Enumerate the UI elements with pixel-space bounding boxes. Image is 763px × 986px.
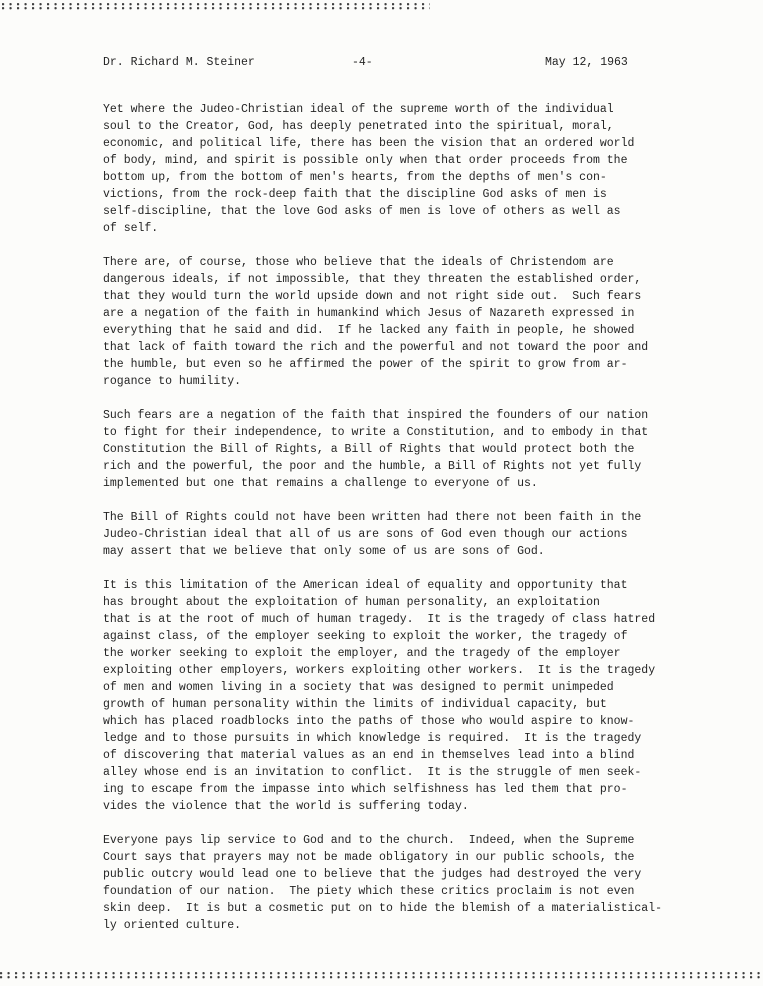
text-line: alley whose end is an invitation to conflict. It is the struggle of men seek- xyxy=(103,766,642,779)
text-line: ing to escape from the impasse into which selfishness has led them that pro- xyxy=(103,783,628,796)
text-line: against class, of the employer seeking to exploit the worker, the tragedy of xyxy=(103,630,628,643)
document-author: Dr. Richard M. Steiner xyxy=(103,56,255,69)
text-line: Constitution the Bill of Rights, a Bill of Rights that would protect both the xyxy=(103,443,635,456)
text-line: self-discipline, that the love God asks of men is love of others as well as xyxy=(103,205,621,218)
text-line: skin deep. It is but a cosmetic put on to hide the blemish of a materialistical- xyxy=(103,902,662,915)
text-line: soul to the Creator, God, has deeply penetrated into the spiritual, moral, xyxy=(103,120,614,133)
text-line: exploiting other employers, workers exploiting other workers. It is the tragedy xyxy=(103,664,656,677)
text-line: It is this limitation of the American ideal of equality and opportunity that xyxy=(103,579,628,592)
page-number: -4- xyxy=(352,56,373,69)
paragraph xyxy=(103,832,677,934)
text-line: rich and the powerful, the poor and the humble, a Bill of Rights not yet fully xyxy=(103,460,642,473)
text-line: the worker seeking to exploit the employer, and the tragedy of the employer xyxy=(103,647,621,660)
text-line: implemented but one that remains a challenge to everyone of us. xyxy=(103,477,538,490)
paragraph xyxy=(103,509,677,560)
text-line: of discovering that material values as an end in themselves lead into a blind xyxy=(103,749,635,762)
text-line: that they would turn the world upside down and not right side out. Such fears xyxy=(103,290,642,303)
text-line: Judeo-Christian ideal that all of us are sons of God even though our actions xyxy=(103,528,628,541)
text-line: that is at the root of much of human tragedy. It is the tragedy of class hatred xyxy=(103,613,656,626)
text-line: rogance to humility. xyxy=(103,375,242,388)
text-line: the humble, but even so he affirmed the power of the spirit to grow from ar- xyxy=(103,358,628,371)
text-line: ledge and to those pursuits in which knowledge is required. It is the tragedy xyxy=(103,732,642,745)
text-line: bottom up, from the bottom of men's hearts, from the depths of men's con- xyxy=(103,171,607,184)
text-line: to fight for their independence, to write a Constitution, and to embody in that xyxy=(103,426,649,439)
paragraph xyxy=(103,577,677,815)
document-date: May 12, 1963 xyxy=(545,56,628,69)
text-line: Yet where the Judeo-Christian ideal of the supreme worth of the individual xyxy=(103,103,614,116)
text-line: of men and women living in a society that was designed to permit unimpeded xyxy=(103,681,614,694)
text-line: The Bill of Rights could not have been written had there not been faith in the xyxy=(103,511,642,524)
text-line: Such fears are a negation of the faith that inspired the founders of our nation xyxy=(103,409,649,422)
document-body xyxy=(103,101,677,951)
text-line: ly oriented culture. xyxy=(103,919,242,932)
text-line: Court says that prayers may not be made obligatory in our public schools, the xyxy=(103,851,635,864)
text-line: victions, from the rock-deep faith that the discipline God asks of men is xyxy=(103,188,607,201)
text-line: everything that he said and did. If he lacked any faith in people, he showed xyxy=(103,324,635,337)
text-line: may assert that we believe that only some of us are sons of God. xyxy=(103,545,545,558)
paragraph xyxy=(103,254,677,390)
text-line: has brought about the exploitation of human personality, an exploitation xyxy=(103,596,600,609)
text-line: There are, of course, those who believe that the ideals of Christendom are xyxy=(103,256,614,269)
text-line: which has placed roadblocks into the paths of those who would aspire to know- xyxy=(103,715,635,728)
text-line: that lack of faith toward the rich and the powerful and not toward the poor and xyxy=(103,341,649,354)
text-line: of self. xyxy=(103,222,159,235)
text-line: vides the violence that the world is suffering today. xyxy=(103,800,469,813)
perforation-dots-top xyxy=(2,3,430,10)
text-line: are a negation of the faith in humankind which Jesus of Nazareth expressed in xyxy=(103,307,635,320)
paragraph xyxy=(103,407,677,492)
perforation-dots-bottom xyxy=(0,972,763,979)
text-line: economic, and political life, there has been the vision that an ordered world xyxy=(103,137,635,150)
text-line: foundation of our nation. The piety which these critics proclaim is not even xyxy=(103,885,635,898)
text-line: growth of human personality within the limits of individual capacity, but xyxy=(103,698,607,711)
text-line: Everyone pays lip service to God and to the church. Indeed, when the Supreme xyxy=(103,834,635,847)
text-line: dangerous ideals, if not impossible, that they threaten the established order, xyxy=(103,273,642,286)
text-line: public outcry would lead one to believe that the judges had destroyed the very xyxy=(103,868,642,881)
text-line: of body, mind, and spirit is possible only when that order proceeds from the xyxy=(103,154,628,167)
paragraph xyxy=(103,101,677,237)
